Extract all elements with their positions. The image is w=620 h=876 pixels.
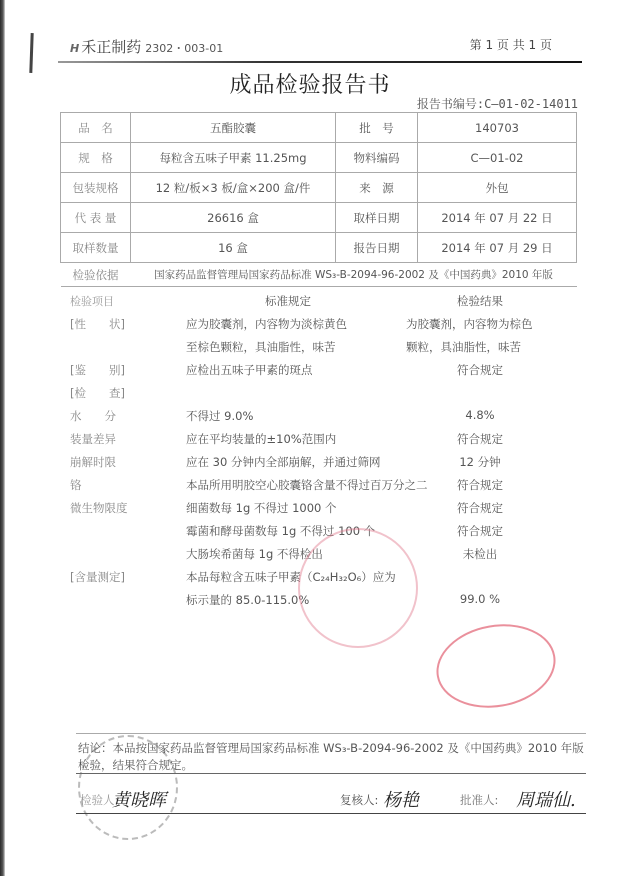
approver-label: 批准人:: [460, 793, 499, 807]
value-source: 外包: [418, 173, 577, 203]
page-indicator: 第 1 页 共 1 页: [469, 38, 552, 52]
test-result: 符合规定: [457, 501, 503, 515]
divider: [76, 773, 586, 774]
table-row: [61, 233, 577, 263]
test-row: [70, 316, 590, 339]
qc-stamp-icon: [298, 528, 418, 648]
test-result: 符合规定: [457, 432, 503, 446]
header-item: 检验项目: [70, 295, 114, 308]
test-result: 99.0 %: [459, 592, 501, 606]
value-sampling-date: 2014 年 07 月 22 日: [418, 203, 577, 233]
label-specification: 规 格: [61, 143, 131, 173]
company-stamp-icon: [430, 615, 562, 717]
test-item: [性 状]: [70, 317, 125, 331]
table-row: [61, 173, 577, 203]
test-row: [70, 339, 590, 362]
label-source: 来 源: [336, 173, 418, 203]
value-sample-quantity: 16 盒: [131, 233, 336, 263]
test-standard: 应检出五味子甲素的斑点: [186, 363, 313, 377]
label-test-basis: 检验依据: [61, 263, 131, 287]
test-result: 符合规定: [457, 524, 503, 538]
test-item: [检 查]: [70, 386, 125, 400]
logo-icon: H: [70, 42, 80, 55]
test-row: [70, 500, 590, 523]
approver-signature: 周瑞仙.: [516, 790, 576, 811]
divider: [76, 733, 586, 734]
header-standard: 标准规定: [265, 294, 311, 308]
value-product-name: 五酯胶囊: [131, 113, 336, 143]
value-lot-quantity: 26616 盒: [131, 203, 336, 233]
test-row: [70, 454, 590, 477]
test-standard: 大肠埃希菌每 1g 不得检出: [186, 547, 323, 561]
label-report-date: 报告日期: [336, 233, 418, 263]
test-item: [含量测定]: [70, 570, 125, 584]
header-rule: [58, 61, 582, 63]
company-header: [70, 36, 223, 57]
test-row: [70, 477, 590, 500]
form-code: 2302・003-01: [145, 42, 224, 55]
conclusion-text: 结论：本品按国家药品监督管理局国家药品标准 WS₃-B-2094-96-2002 及《中国药典》2010 年版检验，结果符合规定。: [78, 741, 584, 772]
test-row: [70, 362, 590, 385]
test-item: 水 分: [70, 409, 116, 423]
table-row: [61, 143, 577, 173]
label-material-code: 物料编码: [336, 143, 418, 173]
test-result: 12 分钟: [459, 455, 501, 469]
report-number: 报告书编号:C—01-02-14011: [416, 97, 578, 111]
test-row: [70, 385, 590, 408]
table-row: [61, 113, 577, 143]
value-specification: 每粒含五味子甲素 11.25mg: [131, 143, 336, 173]
test-standard: 应在平均装量的±10%范围内: [186, 432, 337, 446]
divider: [76, 813, 586, 814]
label-sample-quantity: 取样数量: [61, 233, 131, 263]
test-standard: 本品每粒含五味子甲素（C₂₄H₃₂O₆）应为: [186, 570, 396, 584]
table-row: [61, 203, 577, 233]
label-sampling-date: 取样日期: [336, 203, 418, 233]
table-row: [61, 263, 577, 287]
test-standard: 霉菌和酵母菌数每 1g 不得过 100 个: [186, 524, 376, 538]
test-standard: 应为胶囊剂，内容物为淡棕黄色: [186, 317, 347, 331]
company-name: 禾正制药: [81, 38, 142, 56]
test-standard: 不得过 9.0%: [186, 409, 254, 423]
reviewer-label: 复核人:: [340, 793, 379, 807]
label-lot-quantity: 代 表 量: [61, 203, 131, 233]
test-result: 颗粒，具油脂性，味苦: [406, 340, 521, 354]
test-row: [70, 431, 590, 454]
product-info-table: [60, 112, 577, 287]
label-batch-no: 批 号: [336, 113, 418, 143]
test-item: 微生物限度: [70, 501, 128, 515]
test-result: 未检出: [462, 547, 498, 561]
test-item: 装量差异: [70, 432, 116, 446]
test-result: 符合规定: [457, 478, 503, 492]
value-material-code: C—01-02: [418, 143, 577, 173]
test-row: [70, 408, 590, 431]
scan-edge: [0, 0, 5, 876]
label-packaging: 包装规格: [61, 173, 131, 203]
value-report-date: 2014 年 07 月 29 日: [418, 233, 577, 263]
test-item: 崩解时限: [70, 455, 116, 469]
value-packaging: 12 粒/板×3 板/盒×200 盒/件: [131, 173, 336, 203]
test-result: 为胶囊剂，内容物为棕色: [406, 317, 533, 331]
document-title: 成品检验报告书: [229, 73, 391, 98]
label-product-name: 品 名: [61, 113, 131, 143]
test-result: 符合规定: [457, 363, 503, 377]
test-item: [鉴 别]: [70, 363, 125, 377]
inspector-label: 检验人:: [80, 793, 119, 807]
test-standard: 细菌数每 1g 不得过 1000 个: [186, 501, 337, 515]
header-result: 检验结果: [457, 294, 503, 308]
inspector-signature: 黄晓晖: [112, 790, 166, 811]
test-result: 4.8%: [465, 408, 495, 422]
test-item: 铬: [70, 478, 82, 492]
value-batch-no: 140703: [418, 113, 577, 143]
test-standard: 本品所用明胶空心胶囊铬含量不得过百万分之二: [186, 478, 428, 492]
test-header-row: [70, 293, 590, 316]
test-standard: 至棕色颗粒，具油脂性，味苦: [186, 340, 336, 354]
test-standard: 应在 30 分钟内全部崩解，并通过筛网: [186, 455, 381, 469]
reviewer-signature: 杨艳: [383, 790, 419, 811]
value-test-basis: 国家药品监督管理局国家药品标准 WS₃-B-2094-96-2002 及《中国药典》2010 年版: [131, 263, 577, 287]
test-standard: 标示量的 85.0-115.0%: [186, 593, 310, 607]
